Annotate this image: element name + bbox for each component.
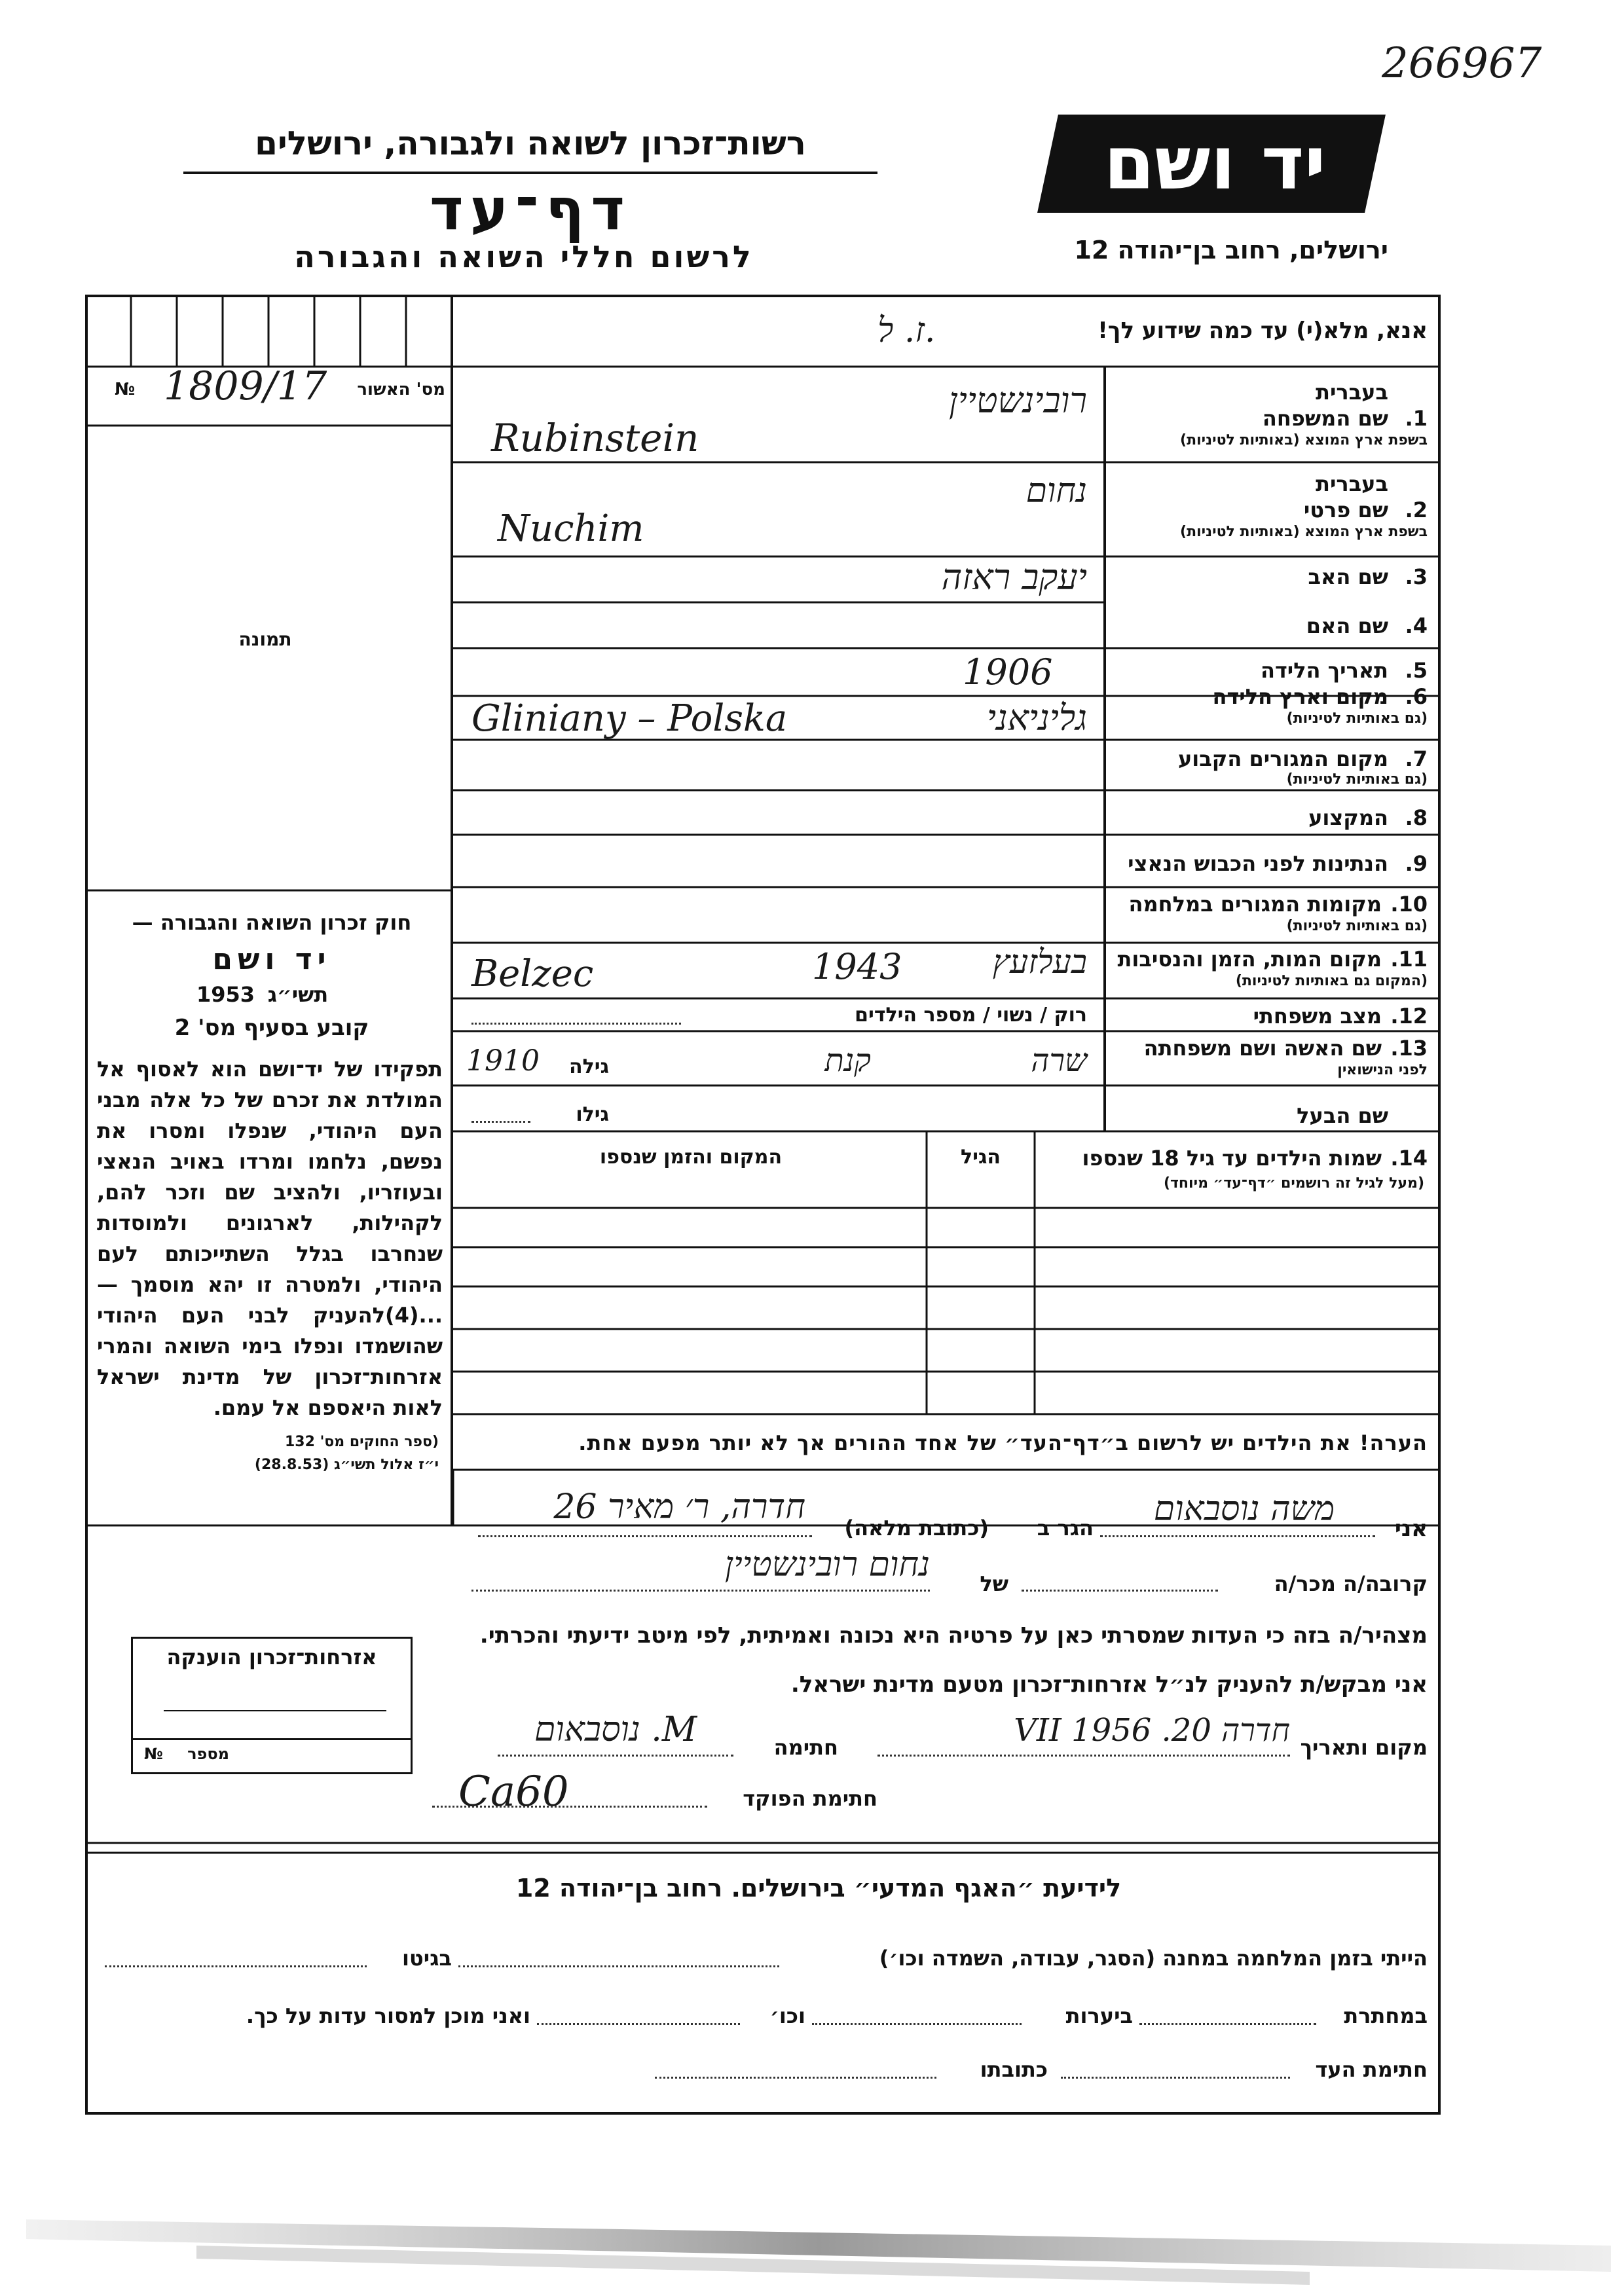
citizenship-title: אזרחות־זכרון הוענקה [166, 1645, 377, 1669]
field-3-num: 3. [1405, 564, 1428, 589]
field-9-label: הנתינות לפני הכבוש הנאצי [1128, 851, 1388, 876]
field-1-value-latin: Rubinstein [491, 416, 699, 460]
law-year: 1953 [196, 982, 255, 1007]
husband-label: שם הבעל [1297, 1103, 1388, 1128]
decl-relation-label: קרובה/ה מכר/ה [1274, 1571, 1428, 1596]
decl-statement: מצהיר/ה בזה כי העדות שמסרתי כאן על פרטיה היא נכונה ואמיתית, לפי מיטב ידיעתי והכרתי. [479, 1622, 1428, 1649]
decl-place-date-label: מקום ותאריך [1300, 1735, 1428, 1760]
field-5-num: 5. [1405, 658, 1428, 683]
authority-line: רשות־זכרון לשואה ולגבורה, ירושלים [255, 124, 806, 162]
field-7-sub: (גם באותיות לטיניות) [1286, 771, 1428, 788]
footer-title: לידיעת ״האגף המדעי״ בירושלים. רחוב בן־יהודה 12 [515, 1874, 1122, 1903]
citizenship-no-mark: № [144, 1745, 163, 1763]
field-10-label: מקומות המגורים במלחמה [1128, 892, 1382, 917]
footer-line1-a: הייתי בזמן המלחמה במחנה (הסגר, עבודה, השמדה וכו׳) [879, 1946, 1428, 1971]
field-11-value-hebrew: בעלזעץ [992, 943, 1087, 981]
decl-request: אני מבקש/ת להעניק לנ״ל אזרחות־זכרון מטעם מדינת ישראל. [790, 1671, 1428, 1698]
footer-line2-b: ביערות [1065, 2003, 1133, 2028]
field-7-label: מקום המגורים הקבוע [1177, 746, 1388, 771]
field-13-wife-first: שרה [1031, 1042, 1087, 1079]
field-5-value: 1906 [963, 651, 1053, 693]
approval-no-mark: № [115, 380, 136, 399]
field-13-age-value: 1910 [466, 1044, 540, 1078]
address: ירושלים, רחוב בן־יהודה 12 [1074, 236, 1388, 264]
decl-lives-label: הגר ב [1037, 1516, 1094, 1540]
field-13-num: 13. [1390, 1036, 1428, 1061]
form-subtitle: לרשום חללי השואה והגבורה [294, 239, 754, 274]
field-2-sub: בשפת ארץ המוצא (באותיות לטיניות) [1180, 524, 1428, 540]
field-2-label: שם פרטי [1303, 498, 1388, 522]
field-13-wife-maiden: קנת [824, 1042, 871, 1079]
field-1-sub: בשפת ארץ המוצא (באותיות לטיניות) [1180, 432, 1428, 448]
logo-text: יד ושם [1103, 121, 1326, 206]
field-4-label: שם האם [1306, 613, 1388, 638]
children-sub: (מעל לגיל זה רושמים ״דף־עד״ מיוחד) [1163, 1175, 1424, 1192]
law-citation-1: (ספר החוקים מס' 132 [284, 1434, 439, 1450]
law-citation-2: י״ז אלול תשי״ג (28.8.53) [254, 1457, 439, 1473]
field-11-num: 11. [1390, 947, 1428, 972]
field-11-label: מקום המות, הזמן והנסיבות [1117, 947, 1382, 972]
field-1-label: שם המשפחה [1262, 406, 1388, 431]
law-clause: קובע בסעיף מס' 2 [174, 1015, 369, 1041]
field-10-sub: (גם באותיות לטיניות) [1286, 918, 1428, 934]
photo-label: תמונה [238, 629, 292, 650]
field-6-sub: (גם באותיות לטיניות) [1286, 710, 1428, 727]
law-body: תפקידו של יד־ושם הוא לאסוף אל המולדת את זכרם של כל אלה מבני העם היהודי, שנפלו ומסרו את נפשם, נלחמו ומרדו באויב הנאצי ובעוזריו, ולהציב שם וזכר להם, לקהילות, לארגונים ולמוסדות שנחרבו בגלל השתייכותם לעם היהודי, ולמטרה זו יהא מוסמך — ...(4)להעניק לבני העם היהודי שהושמדו ונפלו בימי השואה והמרי אזרחות־זכרון של מדינת ישראל לאות היאספם אל עמם. [97, 1057, 443, 1420]
field-9-num: 9. [1405, 851, 1428, 876]
husband-age-label: גילו [576, 1103, 609, 1126]
footer-line3-a: חתימת העד [1315, 2057, 1428, 2082]
law-title: חוק זכרון השואה והגבורה — [132, 910, 412, 935]
field-6-value-latin: Gliniany – Polska [471, 697, 788, 740]
decl-address-label: (כתובת מלאה) [844, 1516, 989, 1540]
approval-label: מס' האשור [357, 380, 445, 399]
decl-officer-label: חתימת הפוקד [743, 1786, 877, 1811]
field-11-sub: (המקום גם באותיות לטיניות) [1235, 973, 1428, 989]
field-11-value-year: 1943 [812, 946, 902, 987]
field-8-label: המקצוע [1308, 805, 1388, 830]
decl-place-date-value: חדרה 20. VII 1956 [1014, 1712, 1290, 1749]
footer-line2-a: במחתרת [1344, 2003, 1428, 2028]
field-12-num: 12. [1390, 1004, 1428, 1029]
field-3-label: שם האב [1308, 564, 1388, 589]
decl-address-value: חדרה, ר׳ מאיר 26 [553, 1487, 805, 1527]
footer-line2-d: ואני מוכן למסור עדות על כך. [246, 2003, 530, 2028]
form-title: דף־עד [430, 175, 631, 243]
field-8-num: 8. [1405, 805, 1428, 830]
approval-number: 1809/17 [164, 363, 327, 409]
decl-relation-value: נחום רובינשטיין [724, 1545, 930, 1584]
field-6-label: מקום וארץ הלידה [1212, 684, 1388, 709]
field-6-value-hebrew: גליניאני [986, 697, 1087, 738]
handwritten-zl: ז. ל. [877, 311, 936, 350]
decl-witness-name: משה נוסבאום [1153, 1489, 1335, 1529]
field-12-options: רוק / נשוי / מספר הילדים [855, 1004, 1087, 1027]
decl-signature-label: חתימה [773, 1735, 838, 1760]
field-2-value-hebrew: נחום [1025, 471, 1087, 511]
footer-line3-b: כתובתו [980, 2057, 1048, 2082]
field-1-num: 1. [1405, 406, 1428, 431]
footer-line1-b: בגיטו [402, 1946, 452, 1971]
note: הערה! את הילדים יש לרשום ב״דף־העד״ של אחד ההורים אך לא יותר מפעם אחת. [578, 1430, 1428, 1455]
footer-line2-c: וכו׳ [769, 2003, 805, 2028]
field-6-num: 6. [1405, 684, 1428, 709]
field-2-hebrew-tag: בעברית [1316, 471, 1388, 496]
field-10-num: 10. [1390, 892, 1428, 917]
field-13-sub: לפני הנישואין [1337, 1062, 1428, 1078]
decl-officer-value: Ca60 [458, 1768, 569, 1816]
field-1-value-hebrew: רובינשטיין [948, 380, 1087, 421]
field-7-num: 7. [1405, 746, 1428, 771]
field-2-num: 2. [1405, 498, 1428, 522]
law-year-hebrew: תשי״ג [267, 982, 329, 1007]
law-name: יד ושם [212, 943, 331, 976]
archive-number: 266967 [1382, 39, 1542, 88]
field-13-label: שם האשה ושם משפחתה [1143, 1036, 1382, 1061]
field-2-value-latin: Nuchim [498, 507, 644, 550]
decl-ani: אני [1394, 1516, 1428, 1542]
field-12-label: מצב משפחתי [1253, 1004, 1382, 1029]
children-label: שמות הילדים עד גיל 18 שנספו [1082, 1146, 1382, 1171]
decl-signature-value: M. נוסבאום [534, 1710, 697, 1749]
field-11-value-latin: Belzec [471, 953, 594, 995]
children-num: 14. [1390, 1146, 1428, 1171]
fill-instruction: אנא, מלא(י) עד כמה שידוע לך! [1098, 318, 1428, 344]
field-13-age-label: גילה [569, 1055, 609, 1078]
field-4-num: 4. [1405, 613, 1428, 638]
decl-of-label: של [980, 1571, 1008, 1596]
citizenship-number-label: מספר [187, 1745, 229, 1763]
children-col-age: הגיל [961, 1146, 1001, 1169]
field-5-label: תאריך הלידה [1260, 658, 1388, 683]
field-3-value: יעקב ראזה [941, 556, 1087, 598]
field-1-hebrew-tag: בעברית [1316, 380, 1388, 405]
children-col-place: המקום והזמן שנספו [599, 1146, 783, 1169]
